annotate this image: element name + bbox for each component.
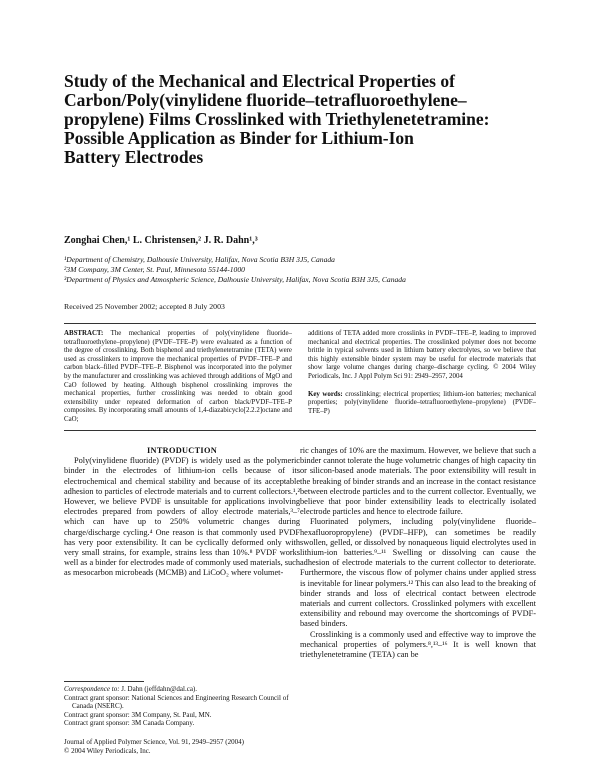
abstract-bottom-rule — [64, 430, 536, 431]
received-dates: Received 25 November 2002; accepted 8 July 2003 — [64, 302, 225, 311]
abstract-body: The mechanical properties of poly(vinylidene fluoride–tetrafluoroethylene–propylene) (PVDF–TFE–P) were evaluated as a function of the degree of crosslinking. Both bisphenol and triethylenetetramine (TETA) were used as crosslinkers to improve the mechanical properties of PVDF–TFE–P and carbon black–filled PVDF–TFE–P. Bisphenol was incorporated into the polymer by the manufacturer and crosslinking was achieved through additions of MgO and CaO followed by heating. Although bisphenol crosslinking improves the mechanical properties, further crosslinking was needed to obtain good extensibility under repeated deformation of carbon black/PVDF–TFE–P composites. By incorporating small amounts of 1,4-diazabicyclo[2.2.2]octane and CaO; — [64, 330, 292, 423]
footnotes — [64, 685, 300, 728]
left-column — [64, 446, 300, 579]
paragraph: ric changes of 10% are the maximum. However, we believe that such a binder cannot tolerate the huge volumetric changes of high capacity tin or silicon-based anode materials. The poor extensibility will result in the breaking of binder strands and an increase in the contact resistance between electrode particles and to the current collector. Eventually, we believe that poor binder extensibility leads to electrically isolated electrode particles and hence to electrode failure. — [300, 446, 536, 517]
affiliation: ¹Department of Chemistry, Dalhousie University, Halifax, Nova Scotia B3H 3J5, Canada — [64, 255, 335, 264]
abstract-text — [64, 330, 292, 425]
keywords — [308, 391, 536, 417]
abstract-text-continued: additions of TETA added more crosslinks in PVDF–TFE–P, leading to improved mechanical and electrical properties. The crosslinked polymer does not become brittle in typical solvents used in lithium battery electrolytes, so we believe that this highly extensible binder system may be useful for electrode materials that show large volume changes during charge–discharge cycling. © 2004 Wiley Periodicals, Inc. J Appl Polym Sci 91: 2949–2957, 2004 — [308, 330, 536, 380]
abstract-top-rule — [64, 323, 536, 324]
title-line: Possible Application as Binder for Lithium-Ion — [64, 128, 414, 148]
affiliation: ³Department of Physics and Atmospheric Science, Dalhousie University, Halifax, Nova Scotia B3H 3J5, Canada — [64, 275, 406, 284]
title-line: Study of the Mechanical and Electrical Properties of — [64, 71, 455, 91]
copyright: © 2004 Wiley Periodicals, Inc. — [64, 747, 151, 755]
title-line: propylene) Films Crosslinked with Triethylenetetramine: — [64, 109, 490, 129]
abstract-left-column — [64, 330, 292, 425]
grant-note: Contract grant sponsor: 3M Company, St. Paul, MN. — [64, 710, 212, 719]
paragraph: Poly(vinylidene fluoride) (PVDF) is widely used as the polymeric binder in the electrodes of lithium-ion cells because of its electrochemical and chemical stability and because of its acceptable adhesion to particles of electrode materials and to current collectors.¹,² However, we believe PVDF is unsuitable for applications involving electrodes prepared from powders of alloy electrode materials,³–⁷ which can have up to 250% volumetric changes during charge/discharge cycling.⁴ One reason is that commonly used PVDF has very poor extensibility. It can be cyclically deformed only with very small strains, for example, strains less than 10%.⁸ PVDF works well as a binder for electrodes made of commonly used materials, such as mesocarbon microbeads (MCMB) and LiCoO₂ where volumet- — [64, 456, 300, 578]
correspondence-label: Correspondence to: — [64, 685, 120, 693]
keywords-label: Key words: — [308, 390, 343, 398]
footnote-rule — [64, 681, 144, 682]
affiliations — [64, 255, 564, 285]
paragraph: Crosslinking is a commonly used and effective way to improve the mechanical properties of polymers.⁸,¹³–¹⁶ It is well known that triethylenetetramine (TETA) can be — [300, 629, 536, 660]
correspondence-email: J. Dahn (jeffdahn@dal.ca). — [119, 685, 198, 693]
journal-citation: Journal of Applied Polymer Science, Vol. 91, 2949–2957 (2004) — [64, 738, 244, 746]
correspondence-note — [64, 685, 300, 694]
right-column — [300, 446, 536, 660]
grant-note: Contract grant sponsor: National Sciences and Engineering Research Council of Canada (NSERC). — [64, 693, 289, 711]
paper-title — [64, 72, 544, 167]
keywords-list: crosslinking; electrical properties; lithium-ion batteries; mechanical properties; poly(vinylidene fluoride–tetrafluoroethylene–propylene) (PVDF–TFE–P) — [308, 390, 536, 415]
affiliation: ²3M Company, 3M Center, St. Paul, Minnesota 55144-1000 — [64, 265, 245, 274]
journal-info — [64, 738, 324, 756]
grant-note: Contract grant sponsor: 3M Canada Company. — [64, 719, 195, 728]
abstract-right-column — [308, 330, 536, 416]
title-line: Battery Electrodes — [64, 147, 204, 167]
section-heading: INTRODUCTION — [147, 446, 217, 455]
paragraph: Fluorinated polymers, including poly(vinylidene fluoride–hexafluoropropylene) (PVDF–HFP), can sometimes be readily swollen, gelled, or dissolved by nonaqueous liquid electrolytes used in lithium-ion batteries.⁹–¹¹ Swelling or dissolving can cause the adhesion of electrode materials to the current collector to deteriorate. Furthermore, the viscous flow of polymer chains under applied stress is inevitable for linear polymers.¹² This can also lead to the breaking of binder strands and loss of electrical contact between electrode materials and current collectors. Crosslinked polymers with excellent extensibility and rebound may overcome the shortcomings of PVDF-based binders. — [300, 517, 536, 629]
title-line: Carbon/Poly(vinylidene fluoride–tetrafluoroethylene– — [64, 90, 467, 110]
abstract-label: ABSTRACT: — [64, 330, 104, 337]
author-list: Zonghai Chen,¹ L. Christensen,² J. R. Dahn¹,³ — [64, 235, 258, 246]
